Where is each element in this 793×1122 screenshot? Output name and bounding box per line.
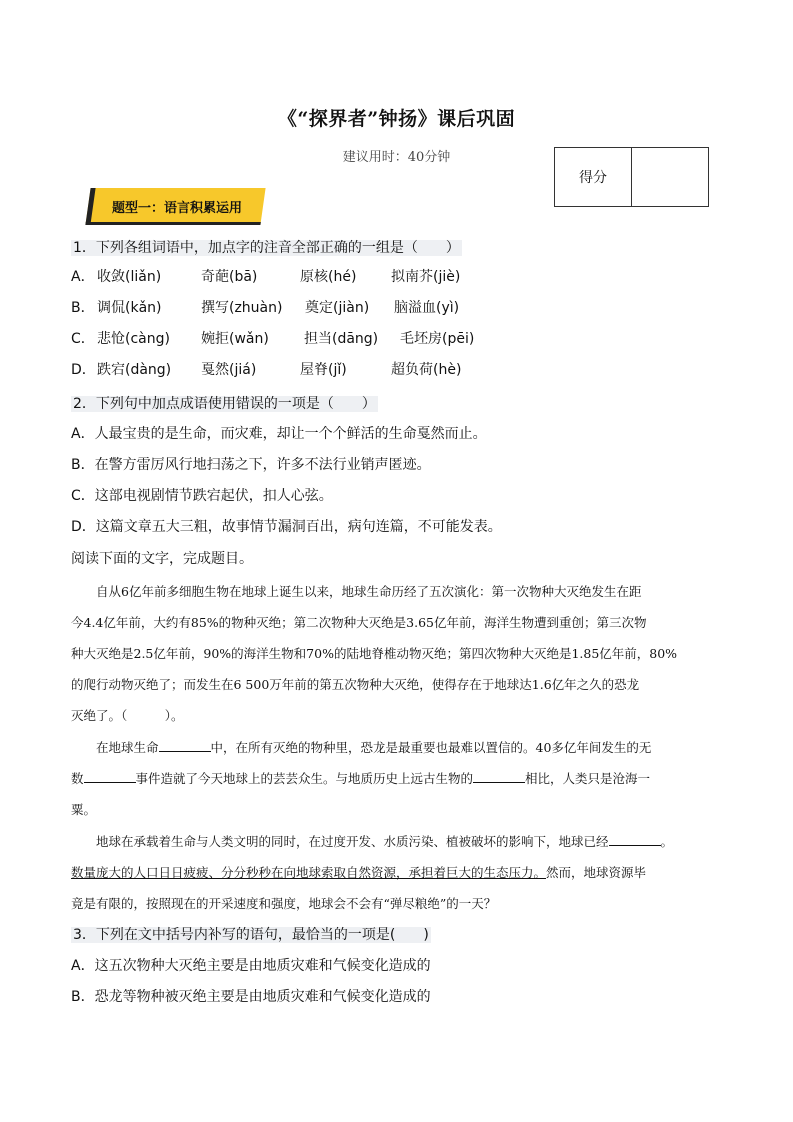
section-tag bbox=[78, 182, 268, 224]
passage-paragraph-2 bbox=[71, 732, 726, 825]
reading-intro: 阅读下面的文字，完成题目。 bbox=[71, 551, 253, 567]
question-1-option-d[interactable]: D．跌宕(dàng) 戛然(jiá) 屋脊(jǐ) 超负荷(hè) bbox=[71, 362, 462, 378]
score-field[interactable] bbox=[632, 148, 709, 207]
passage-line: 今4.4亿年前，大约有85%的物种灭绝；第二次物种大灭绝是3.65亿年前，海洋生物遭到重创；第三次物 bbox=[71, 615, 647, 630]
question-2-option-b[interactable]: B．在警方雷厉风行地扫荡之下，许多不法行业销声匿迹。 bbox=[71, 457, 431, 473]
suggested-time: 建议用时：40分钟 bbox=[342, 150, 451, 165]
passage-line: 在地球生命 中，在所有灭绝的物种里，恐龙是最重要也最难以置信的。40多亿年间发生的无 bbox=[96, 740, 652, 755]
passage-paragraph-1 bbox=[71, 576, 726, 731]
passage-line: 种大灭绝是2.5亿年前，90%的海洋生物和70%的陆地脊椎动物灭绝；第四次物种大灭绝是1.85亿年前，80% bbox=[71, 646, 678, 661]
page-title: 《“探界者”钟扬》课后巩固 bbox=[277, 108, 516, 130]
question-1-option-a[interactable]: A． 收敛(liǎn) 奇葩(bā) 原核(hé) 拟南芥(jiè) bbox=[71, 269, 461, 285]
question-1-option-c[interactable]: C． 悲怆(càng) 婉拒(wǎn) 担当(dāng) 毛坯房(pēi) bbox=[71, 331, 475, 347]
question-2-option-c[interactable]: C．这部电视剧情节跌宕起伏，扣人心弦。 bbox=[71, 488, 333, 504]
question-3-option-b[interactable]: B．恐龙等物种被灭绝主要是由地质灾难和气候变化造成的 bbox=[71, 989, 431, 1005]
passage-line: 的爬行动物灭绝了；而发生在6 500万年前的第五次物种大灭绝，使得存在于地球达1.6亿年之久的恐龙 bbox=[71, 677, 640, 692]
fill-blank-1[interactable] bbox=[159, 738, 211, 752]
passage-line: 自从6亿年前多细胞生物在地球上诞生以来，地球生命历经了五次演化：第一次物种大灭绝发生在距 bbox=[96, 584, 642, 599]
question-1-option-b[interactable]: B． 调侃(kǎn) 撰写(zhuàn) 奠定(jiàn) 脑溢血(yì) bbox=[71, 300, 460, 316]
question-2-option-a[interactable]: A．人最宝贵的是生命，而灾难，却让一个个鲜活的生命戛然而止。 bbox=[71, 426, 487, 442]
underlined-sentence: 数量庞大的人口日日疲疲、分分秒秒在向地球索取自然资源，承担着巨大的生态压力。 bbox=[71, 865, 547, 880]
question-1-stem: 1．下列各组词语中，加点字的注音全部正确的一组是（ ） bbox=[73, 240, 460, 256]
section-tag-label: 题型一：语言积累运用 bbox=[112, 201, 243, 216]
question-3-option-a[interactable]: A．这五次物种大灭绝主要是由地质灾难和气候变化造成的 bbox=[71, 958, 431, 974]
passage-line: 粟。 bbox=[71, 802, 97, 817]
fill-blank-2[interactable] bbox=[84, 769, 136, 783]
passage-line: 竟是有限的，按照现在的开采速度和强度，地球会不会有“弹尽粮绝”的一天？ bbox=[71, 896, 497, 911]
passage-line: 数量庞大的人口日日疲疲、分分秒秒在向地球索取自然资源，承担着巨大的生态压力。然而，地球资源毕 bbox=[71, 865, 647, 880]
question-3-stem: 3．下列在文中括号内补写的语句，最恰当的一项是( ) bbox=[73, 927, 429, 943]
passage-line: 地球在承载着生命与人类文明的同时，在过度开发、水质污染、植被破坏的影响下，地球已经 。 bbox=[96, 834, 674, 849]
score-box bbox=[554, 147, 709, 207]
fill-blank-4[interactable] bbox=[609, 832, 661, 846]
question-2-option-d[interactable]: D．这篇文章五大三粗，故事情节漏洞百出，病句连篇，不可能发表。 bbox=[71, 519, 502, 535]
passage-paragraph-3 bbox=[71, 826, 726, 919]
question-2-stem: 2．下列句中加点成语使用错误的一项是（ ） bbox=[73, 396, 376, 412]
passage-line: 灭绝了。（ ）。 bbox=[71, 708, 184, 723]
score-label: 得分 bbox=[555, 148, 632, 207]
passage-line: 数 事件造就了今天地球上的芸芸众生。与地质历史上远古生物的 相比，人类只是沧海一 bbox=[71, 771, 651, 786]
fill-blank-3[interactable] bbox=[473, 769, 525, 783]
